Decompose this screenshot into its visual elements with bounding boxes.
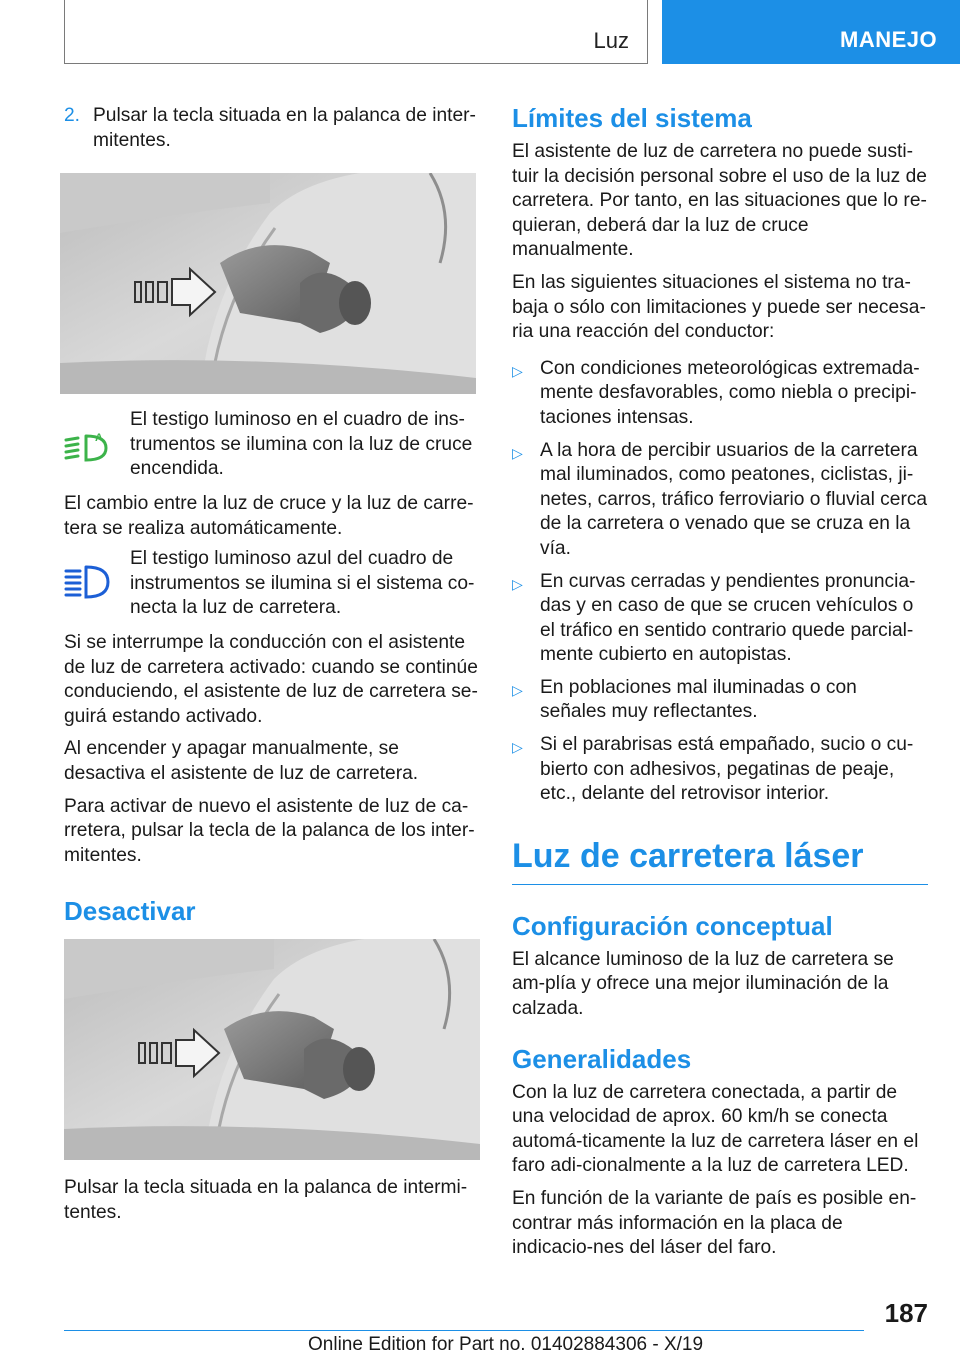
paragraph: El alcance luminoso de la luz de carretera se am-plía y ofrece una mejor iluminación de la calzada. — [512, 948, 894, 1020]
step-2 — [64, 104, 480, 153]
paragraph: Si se interrumpe la conducción con el asistente de luz de carretera activado: cuando se continúe conduciendo, el asistente de luz de carretera se-guirá estando activado. — [64, 631, 478, 727]
paragraph: Para activar de nuevo el asistente de luz de ca-rretera, pulsar la tecla de la palanca de los inter-mitentes. — [64, 795, 475, 866]
bullet-triangle-icon: ▷ — [512, 739, 523, 756]
list-item: ▷ A la hora de percibir usuarios de la carretera mal iluminados, como peatones, ciclistas, ji-netes, carros, tráfico ferroviario o fluvial cerca de la carretera o venado que se cruza en la vía. — [512, 439, 928, 562]
step-text: Pulsar la tecla situada en la palanca de inter-mitentes. — [93, 105, 476, 151]
heading-laser: Luz de carretera láser — [512, 837, 928, 885]
limitations-list — [512, 357, 928, 807]
heading-limites: Límites del sistema — [512, 103, 752, 133]
bullet-triangle-icon: ▷ — [512, 575, 523, 592]
paragraph: El asistente de luz de carretera no puede susti-tuir la decisión personal sobre el uso de la luz de carretera. Por tanto, en las situaciones que lo re-quieran, deberá dar la luz de cruce manualmente. — [512, 141, 927, 261]
footer-edition: Online Edition for Part no. 01402884306 - X/19 — [308, 1334, 704, 1355]
list-item: ▷ Con condiciones meteorológicas extremada-mente desfavorables, como niebla o precipi-taciones intensas. — [512, 357, 928, 431]
paragraph: El cambio entre la luz de cruce y la luz de carre-tera se realiza automáticamente. — [64, 492, 474, 539]
paragraph: Al encender y apagar manualmente, se desactiva el asistente de luz de carretera. — [64, 738, 419, 784]
paragraph: Con la luz de carretera conectada, a partir de una velocidad de aprox. 60 km/h se conecta automá-ticamente la luz de carretera láser en el faro adi-cionalmente a la luz de carretera LED. — [512, 1081, 919, 1177]
indicator-low-beam-assist — [64, 408, 480, 482]
list-item: ▷ Si el parabrisas está empañado, sucio o cu-bierto con adhesivos, pegatinas de peaje, etc., delante del retrovisor interior. — [512, 733, 928, 807]
bullet-triangle-icon: ▷ — [512, 362, 523, 379]
heading-general: Generalidades — [512, 1043, 692, 1074]
heading-config: Configuración conceptual — [512, 910, 833, 941]
header-chapter-tab: MANEJO — [662, 0, 960, 64]
heading-desactivar: Desactivar — [64, 896, 196, 927]
bullet-triangle-icon: ▷ — [512, 444, 523, 461]
turn-signal-lever-image — [60, 173, 476, 394]
left-column — [64, 104, 480, 1233]
list-item: ▷ En poblaciones mal iluminadas o con señales muy reflectantes. — [512, 676, 928, 725]
high-beam-assistant-green-icon — [64, 426, 110, 464]
footer-divider — [64, 1330, 864, 1331]
step-number: 2. — [64, 105, 81, 126]
indicator2-text: El testigo luminoso azul del cuadro de instrumentos se ilumina si el sistema co-necta la luz de carretera. — [130, 548, 475, 619]
page-number: 187 — [884, 1298, 928, 1328]
header-frame — [64, 0, 648, 64]
svg-text:A: A — [95, 432, 103, 445]
right-column — [512, 103, 928, 1269]
paragraph: En las siguientes situaciones el sistema no tra-baja o sólo con limitaciones y puede ser necesa-ria una reacción del conductor: — [512, 271, 926, 343]
turn-signal-lever-image-2 — [64, 939, 480, 1160]
bullet-triangle-icon: ▷ — [512, 681, 523, 698]
list-item: ▷ En curvas cerradas y pendientes pronuncia-das y en caso de que se crucen vehículos o el tráfico en sentido contrario quede parcial-mente cubierto en autopistas. — [512, 570, 928, 668]
header-section-title: Luz — [593, 28, 629, 53]
paragraph: Pulsar la tecla situada en la palanca de intermi-tentes. — [64, 1177, 468, 1223]
indicator1-text: El testigo luminoso en el cuadro de ins-trumentos se ilumina con la luz de cruce encendida. — [130, 409, 473, 480]
indicator-high-beam — [64, 547, 480, 621]
paragraph: En función de la variante de país es posible en-contrar más información en la placa de indicacio-nes del láser del faro. — [512, 1188, 917, 1259]
high-beam-blue-icon — [64, 561, 110, 599]
